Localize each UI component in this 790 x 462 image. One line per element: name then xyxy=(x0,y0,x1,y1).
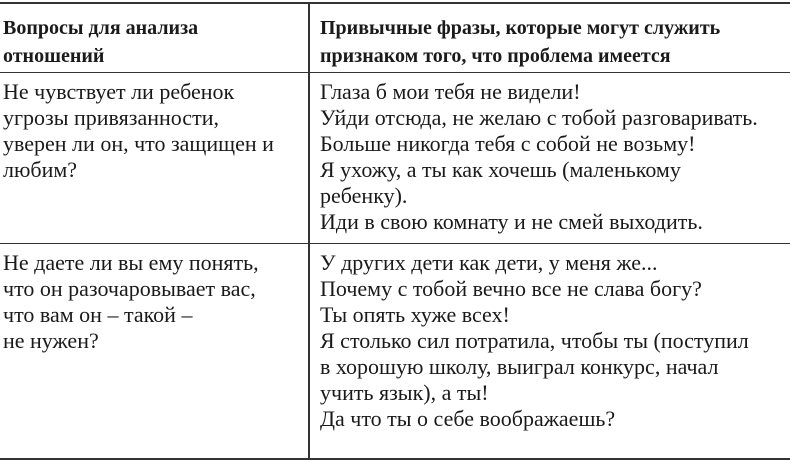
header-text-line: Привычные фразы, которые могут служить xyxy=(320,17,721,39)
table-row xyxy=(0,73,790,244)
header-questions xyxy=(3,4,303,70)
relationship-analysis-table xyxy=(0,2,790,460)
table-header-row xyxy=(0,4,790,73)
text-line: Я ухожу, а ты как хочешь (маленькому xyxy=(320,157,681,182)
text-line: уверен ли он, что защищен и xyxy=(3,131,274,156)
phrases-cell xyxy=(320,73,790,235)
text-line: Глаза б мои тебя не видели! xyxy=(320,79,581,104)
text-line: что он разочаровывает вас, xyxy=(3,276,256,301)
question-cell xyxy=(3,73,303,183)
text-line: Уйди отсюда, не желаю с тобой разговаривать. xyxy=(320,105,758,130)
question-cell xyxy=(3,244,303,354)
column-divider xyxy=(308,244,310,460)
column-divider xyxy=(308,73,310,243)
header-text-line: отношений xyxy=(3,45,105,67)
text-line: Почему с тобой вечно все не слава богу? xyxy=(320,276,702,301)
text-line: Не чувствует ли ребенок xyxy=(3,79,235,104)
text-line: не нужен? xyxy=(3,328,99,353)
text-line: Не даете ли вы ему понять, xyxy=(3,250,259,275)
text-line: что вам он – такой – xyxy=(3,302,193,327)
text-line: Ты опять хуже всех! xyxy=(320,302,510,327)
text-line: в хорошую школу, выиграл конкурс, начал xyxy=(320,354,719,379)
text-line: У других дети как дети, у меня же... xyxy=(320,250,658,275)
text-line: учить язык), а ты! xyxy=(320,380,489,405)
text-line: Да что ты о себе воображаешь? xyxy=(320,406,616,431)
header-phrases xyxy=(320,4,790,70)
column-divider xyxy=(308,4,310,72)
table-row xyxy=(0,244,790,460)
text-line: Иди в свою комнату и не смей выходить. xyxy=(320,209,703,234)
text-line: Я столько сил потратила, чтобы ты (поступил xyxy=(320,328,749,353)
text-line: любим? xyxy=(3,157,78,182)
phrases-cell xyxy=(320,244,790,432)
text-line: угрозы привязанности, xyxy=(3,105,219,130)
header-text-line: Вопросы для анализа xyxy=(3,17,199,39)
text-line: Больше никогда тебя с собой не возьму! xyxy=(320,131,696,156)
header-text-line: признаком того, что проблема имеется xyxy=(320,45,671,67)
text-line: ребенку). xyxy=(320,183,408,208)
